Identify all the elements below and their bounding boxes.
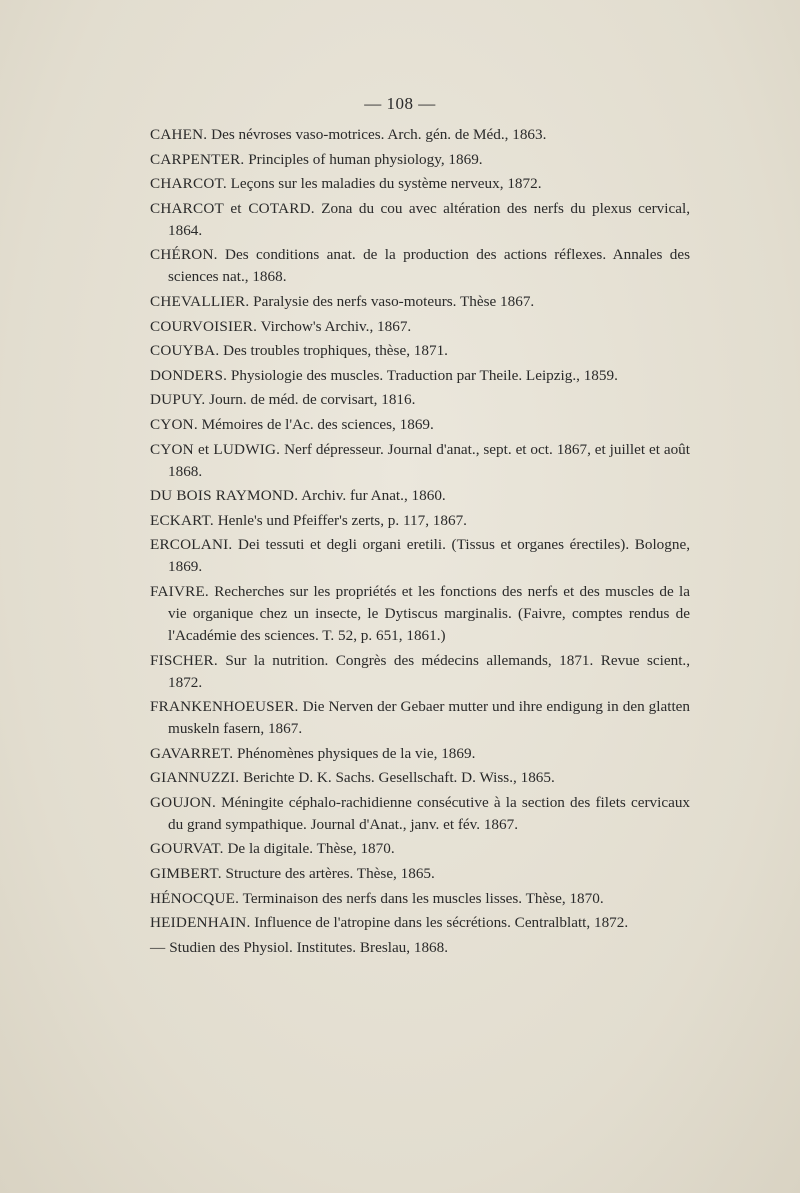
entry-text: Dei tessuti et degli organi eretili. (Tissus et organes érectiles). Bologne, 1869. xyxy=(168,536,691,576)
entry-text: Mémoires de l'Ac. des sciences, 1869. xyxy=(201,415,434,433)
entry-text: Phénomènes physiques de la vie, 1869. xyxy=(237,744,476,762)
entry-author: DU BOIS RAYMOND. xyxy=(150,487,299,505)
entry-text: Méningite céphalo-rachidienne consécutive à la section des filets cervicaux du grand sympathique. Journal d'Anat., janv. et fév. 1867. xyxy=(168,793,691,833)
bibliography-entry xyxy=(150,912,690,934)
entry-author: CHARCOT et COTARD. xyxy=(150,199,315,217)
entry-author: FISCHER. xyxy=(150,651,218,669)
entry-text: De la digitale. Thèse, 1870. xyxy=(227,840,395,858)
bibliography-entry xyxy=(150,414,690,436)
bibliography-entry xyxy=(150,937,690,959)
bibliography-entry xyxy=(150,888,690,910)
bibliography-entry xyxy=(150,485,690,507)
entry-text: Leçons sur les maladies du système nerveux, 1872. xyxy=(230,175,542,193)
entry-text: Des troubles trophiques, thèse, 1871. xyxy=(223,342,448,360)
entry-author: COURVOISIER. xyxy=(150,317,258,335)
entry-author: HÉNOCQUE. xyxy=(150,889,240,907)
entry-text: Influence de l'atropine dans les sécrétions. Centralblatt, 1872. xyxy=(254,914,629,932)
bibliography-entry xyxy=(150,439,690,483)
entry-author: CHEVALLIER. xyxy=(150,292,250,310)
bibliography-entry xyxy=(150,743,690,765)
bibliography-entry xyxy=(150,173,690,195)
bibliography-list xyxy=(150,124,690,961)
entry-author: — xyxy=(150,938,166,956)
bibliography-entry xyxy=(150,863,690,885)
entry-text: Structure des artères. Thèse, 1865. xyxy=(225,865,435,883)
entry-text: Principles of human physiology, 1869. xyxy=(248,150,483,168)
entry-author: CAHEN. xyxy=(150,126,208,143)
entry-author: CYON et LUDWIG. xyxy=(150,440,281,458)
entry-author: COUYBA. xyxy=(150,342,220,360)
page-number: — 108 — xyxy=(364,94,436,113)
bibliography-entry xyxy=(150,838,690,860)
entry-text: Archiv. fur Anat., 1860. xyxy=(301,487,446,505)
entry-text: Paralysie des nerfs vaso-moteurs. Thèse 1867. xyxy=(253,292,535,310)
bibliography-entry xyxy=(150,124,690,146)
entry-text: Berichte D. K. Sachs. Gesellschaft. D. Wiss., 1865. xyxy=(243,769,555,787)
entry-text: Journ. de méd. de corvisart, 1816. xyxy=(209,391,416,409)
entry-author: CHARCOT. xyxy=(150,175,227,193)
bibliography-entry xyxy=(150,696,690,740)
entry-text: Des névroses vaso-motrices. Arch. gén. de Méd., 1863. xyxy=(211,126,547,143)
entry-text: Recherches sur les propriétés et les fonctions des nerfs et des muscles de la vie organique chez un insecte, le Dytiscus marginalis. (Faivre, comptes rendus de l'Académie des sciences. T. 52, p. 651, 1861.) xyxy=(168,582,690,644)
entry-author: FRANKENHOEUSER. xyxy=(150,698,299,716)
entry-author: CARPENTER. xyxy=(150,150,245,168)
bibliography-entry xyxy=(150,340,690,362)
bibliography-entry xyxy=(150,244,690,288)
entry-text: Zona du cou avec altération des nerfs du plexus cervical, 1864. xyxy=(168,199,690,239)
entry-text: Physiologie des muscles. Traduction par Theile. Leipzig., 1859. xyxy=(230,366,618,384)
bibliography-entry xyxy=(150,534,690,578)
entry-text: Des conditions anat. de la production des actions réflexes. Annales des sciences nat., 1868. xyxy=(168,246,691,286)
entry-author: HEIDENHAIN. xyxy=(150,914,251,932)
entry-author: ERCOLANI. xyxy=(150,536,233,554)
entry-author: GOUJON. xyxy=(150,793,216,811)
entry-author: GIANNUZZI. xyxy=(150,769,240,787)
entry-text: Terminaison des nerfs dans les muscles lisses. Thèse, 1870. xyxy=(242,889,604,907)
entry-text: Nerf dépresseur. Journal d'anat., sept. et oct. 1867, et juillet et août 1868. xyxy=(168,440,691,480)
entry-author: CHÉRON. xyxy=(150,246,218,264)
bibliography-entry xyxy=(150,581,690,647)
bibliography-entry xyxy=(150,291,690,313)
bibliography-entry xyxy=(150,149,690,171)
entry-text: Sur la nutrition. Congrès des médecins allemands, 1871. Revue scient., 1872. xyxy=(168,651,691,691)
entry-author: GAVARRET. xyxy=(150,744,234,762)
bibliography-entry xyxy=(150,650,690,694)
entry-text: Studien des Physiol. Institutes. Breslau, 1868. xyxy=(169,938,449,956)
entry-author: GIMBERT. xyxy=(150,865,222,883)
entry-author: DONDERS. xyxy=(150,366,228,384)
bibliography-entry xyxy=(150,510,690,532)
bibliography-entry xyxy=(150,316,690,338)
entry-text: Virchow's Archiv., 1867. xyxy=(260,317,412,335)
entry-author: GOURVAT. xyxy=(150,840,224,858)
bibliography-entry xyxy=(150,365,690,387)
entry-author: DUPUY. xyxy=(150,391,206,409)
bibliography-entry xyxy=(150,767,690,789)
entry-text: Die Nerven der Gebaer mutter und ihre endigung in den glatten muskeln fasern, 1867. xyxy=(168,698,690,738)
entry-author: FAIVRE. xyxy=(150,582,209,600)
entry-text: Henle's und Pfeiffer's zerts, p. 117, 1867. xyxy=(217,511,467,529)
bibliography-entry xyxy=(150,389,690,411)
bibliography-entry xyxy=(150,198,690,242)
bibliography-entry xyxy=(150,792,690,836)
entry-author: ECKART. xyxy=(150,511,214,529)
entry-author: CYON. xyxy=(150,415,198,433)
